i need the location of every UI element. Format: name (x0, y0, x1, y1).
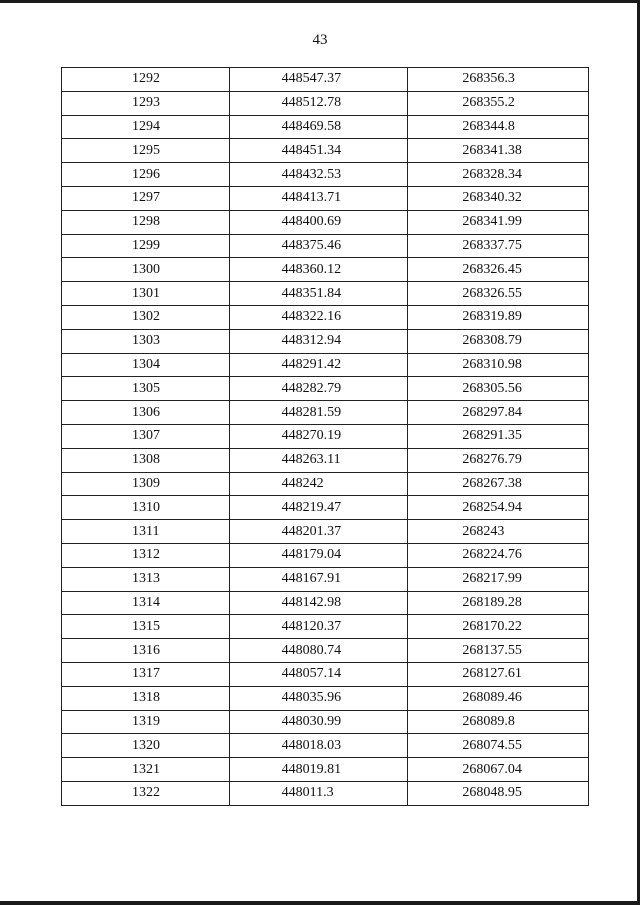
x-coordinate-cell: 448413.71 (229, 186, 408, 210)
x-coordinate-cell: 448018.03 (229, 734, 408, 758)
table-row (62, 139, 589, 163)
y-coordinate-cell: 268328.34 (408, 163, 589, 187)
x-coordinate-cell: 448312.94 (229, 329, 408, 353)
y-coordinate-cell: 268189.28 (408, 591, 589, 615)
y-coordinate-cell: 268048.95 (408, 781, 589, 805)
y-coordinate-cell: 268340.32 (408, 186, 589, 210)
y-coordinate-cell: 268319.89 (408, 305, 589, 329)
point-number-cell: 1305 (62, 377, 230, 401)
y-coordinate-cell: 268341.38 (408, 139, 589, 163)
y-coordinate-cell: 268170.22 (408, 615, 589, 639)
x-coordinate-cell: 448263.11 (229, 448, 408, 472)
table-row (62, 210, 589, 234)
point-number-cell: 1312 (62, 543, 230, 567)
y-coordinate-cell: 268254.94 (408, 496, 589, 520)
y-coordinate-cell: 268308.79 (408, 329, 589, 353)
x-coordinate-cell: 448360.12 (229, 258, 408, 282)
point-number-cell: 1322 (62, 781, 230, 805)
x-coordinate-cell: 448120.37 (229, 615, 408, 639)
x-coordinate-cell: 448400.69 (229, 210, 408, 234)
point-number-cell: 1292 (62, 68, 230, 92)
point-number-cell: 1294 (62, 115, 230, 139)
table-row (62, 234, 589, 258)
x-coordinate-cell: 448179.04 (229, 543, 408, 567)
y-coordinate-cell: 268137.55 (408, 639, 589, 663)
point-number-cell: 1301 (62, 282, 230, 306)
x-coordinate-cell: 448167.91 (229, 567, 408, 591)
table-row (62, 567, 589, 591)
y-coordinate-cell: 268310.98 (408, 353, 589, 377)
table-row (62, 91, 589, 115)
point-number-cell: 1299 (62, 234, 230, 258)
x-coordinate-cell: 448142.98 (229, 591, 408, 615)
table-row (62, 305, 589, 329)
y-coordinate-cell: 268089.8 (408, 710, 589, 734)
point-number-cell: 1295 (62, 139, 230, 163)
point-number-cell: 1304 (62, 353, 230, 377)
y-coordinate-cell: 268074.55 (408, 734, 589, 758)
y-coordinate-cell: 268337.75 (408, 234, 589, 258)
y-coordinate-cell: 268267.38 (408, 472, 589, 496)
table-row (62, 662, 589, 686)
x-coordinate-cell: 448351.84 (229, 282, 408, 306)
scan-border-top (0, 0, 640, 3)
y-coordinate-cell: 268356.3 (408, 68, 589, 92)
y-coordinate-cell: 268344.8 (408, 115, 589, 139)
point-number-cell: 1296 (62, 163, 230, 187)
point-number-cell: 1317 (62, 662, 230, 686)
x-coordinate-cell: 448547.37 (229, 68, 408, 92)
x-coordinate-cell: 448281.59 (229, 401, 408, 425)
point-number-cell: 1298 (62, 210, 230, 234)
point-number-cell: 1321 (62, 758, 230, 782)
point-number-cell: 1306 (62, 401, 230, 425)
x-coordinate-cell: 448011.3 (229, 781, 408, 805)
point-number-cell: 1318 (62, 686, 230, 710)
point-number-cell: 1320 (62, 734, 230, 758)
point-number-cell: 1308 (62, 448, 230, 472)
x-coordinate-cell: 448282.79 (229, 377, 408, 401)
x-coordinate-cell: 448432.53 (229, 163, 408, 187)
table-row (62, 639, 589, 663)
x-coordinate-cell: 448512.78 (229, 91, 408, 115)
point-number-cell: 1313 (62, 567, 230, 591)
point-number-cell: 1309 (62, 472, 230, 496)
table-row (62, 282, 589, 306)
y-coordinate-cell: 268217.99 (408, 567, 589, 591)
point-number-cell: 1319 (62, 710, 230, 734)
x-coordinate-cell: 448322.16 (229, 305, 408, 329)
y-coordinate-cell: 268305.56 (408, 377, 589, 401)
table-row (62, 329, 589, 353)
y-coordinate-cell: 268326.55 (408, 282, 589, 306)
x-coordinate-cell: 448451.34 (229, 139, 408, 163)
table-row (62, 710, 589, 734)
point-number-cell: 1302 (62, 305, 230, 329)
point-number-cell: 1293 (62, 91, 230, 115)
table-row (62, 186, 589, 210)
x-coordinate-cell: 448375.46 (229, 234, 408, 258)
y-coordinate-cell: 268224.76 (408, 543, 589, 567)
point-number-cell: 1307 (62, 424, 230, 448)
table-row (62, 68, 589, 92)
coordinates-table-body (62, 68, 589, 806)
y-coordinate-cell: 268089.46 (408, 686, 589, 710)
y-coordinate-cell: 268243 (408, 520, 589, 544)
y-coordinate-cell: 268355.2 (408, 91, 589, 115)
x-coordinate-cell: 448291.42 (229, 353, 408, 377)
point-number-cell: 1300 (62, 258, 230, 282)
point-number-cell: 1315 (62, 615, 230, 639)
x-coordinate-cell: 448201.37 (229, 520, 408, 544)
y-coordinate-cell: 268341.99 (408, 210, 589, 234)
x-coordinate-cell: 448019.81 (229, 758, 408, 782)
point-number-cell: 1314 (62, 591, 230, 615)
table-row (62, 258, 589, 282)
y-coordinate-cell: 268067.04 (408, 758, 589, 782)
x-coordinate-cell: 448080.74 (229, 639, 408, 663)
table-row (62, 758, 589, 782)
table-row (62, 781, 589, 805)
table-row (62, 115, 589, 139)
page-number: 43 (312, 32, 328, 48)
table-row (62, 496, 589, 520)
y-coordinate-cell: 268127.61 (408, 662, 589, 686)
x-coordinate-cell: 448242 (229, 472, 408, 496)
x-coordinate-cell: 448030.99 (229, 710, 408, 734)
y-coordinate-cell: 268291.35 (408, 424, 589, 448)
table-row (62, 543, 589, 567)
table-row (62, 163, 589, 187)
y-coordinate-cell: 268297.84 (408, 401, 589, 425)
table-row (62, 734, 589, 758)
x-coordinate-cell: 448057.14 (229, 662, 408, 686)
x-coordinate-cell: 448219.47 (229, 496, 408, 520)
table-row (62, 424, 589, 448)
x-coordinate-cell: 448035.96 (229, 686, 408, 710)
point-number-cell: 1316 (62, 639, 230, 663)
x-coordinate-cell: 448270.19 (229, 424, 408, 448)
table-row (62, 686, 589, 710)
scan-border-bottom (0, 901, 640, 905)
point-number-cell: 1311 (62, 520, 230, 544)
point-number-cell: 1303 (62, 329, 230, 353)
table-row (62, 353, 589, 377)
y-coordinate-cell: 268326.45 (408, 258, 589, 282)
table-row (62, 520, 589, 544)
table-row (62, 615, 589, 639)
table-row (62, 377, 589, 401)
coordinates-table (61, 67, 589, 806)
y-coordinate-cell: 268276.79 (408, 448, 589, 472)
table-row (62, 591, 589, 615)
point-number-cell: 1297 (62, 186, 230, 210)
table-row (62, 401, 589, 425)
table-row (62, 448, 589, 472)
x-coordinate-cell: 448469.58 (229, 115, 408, 139)
table-row (62, 472, 589, 496)
point-number-cell: 1310 (62, 496, 230, 520)
